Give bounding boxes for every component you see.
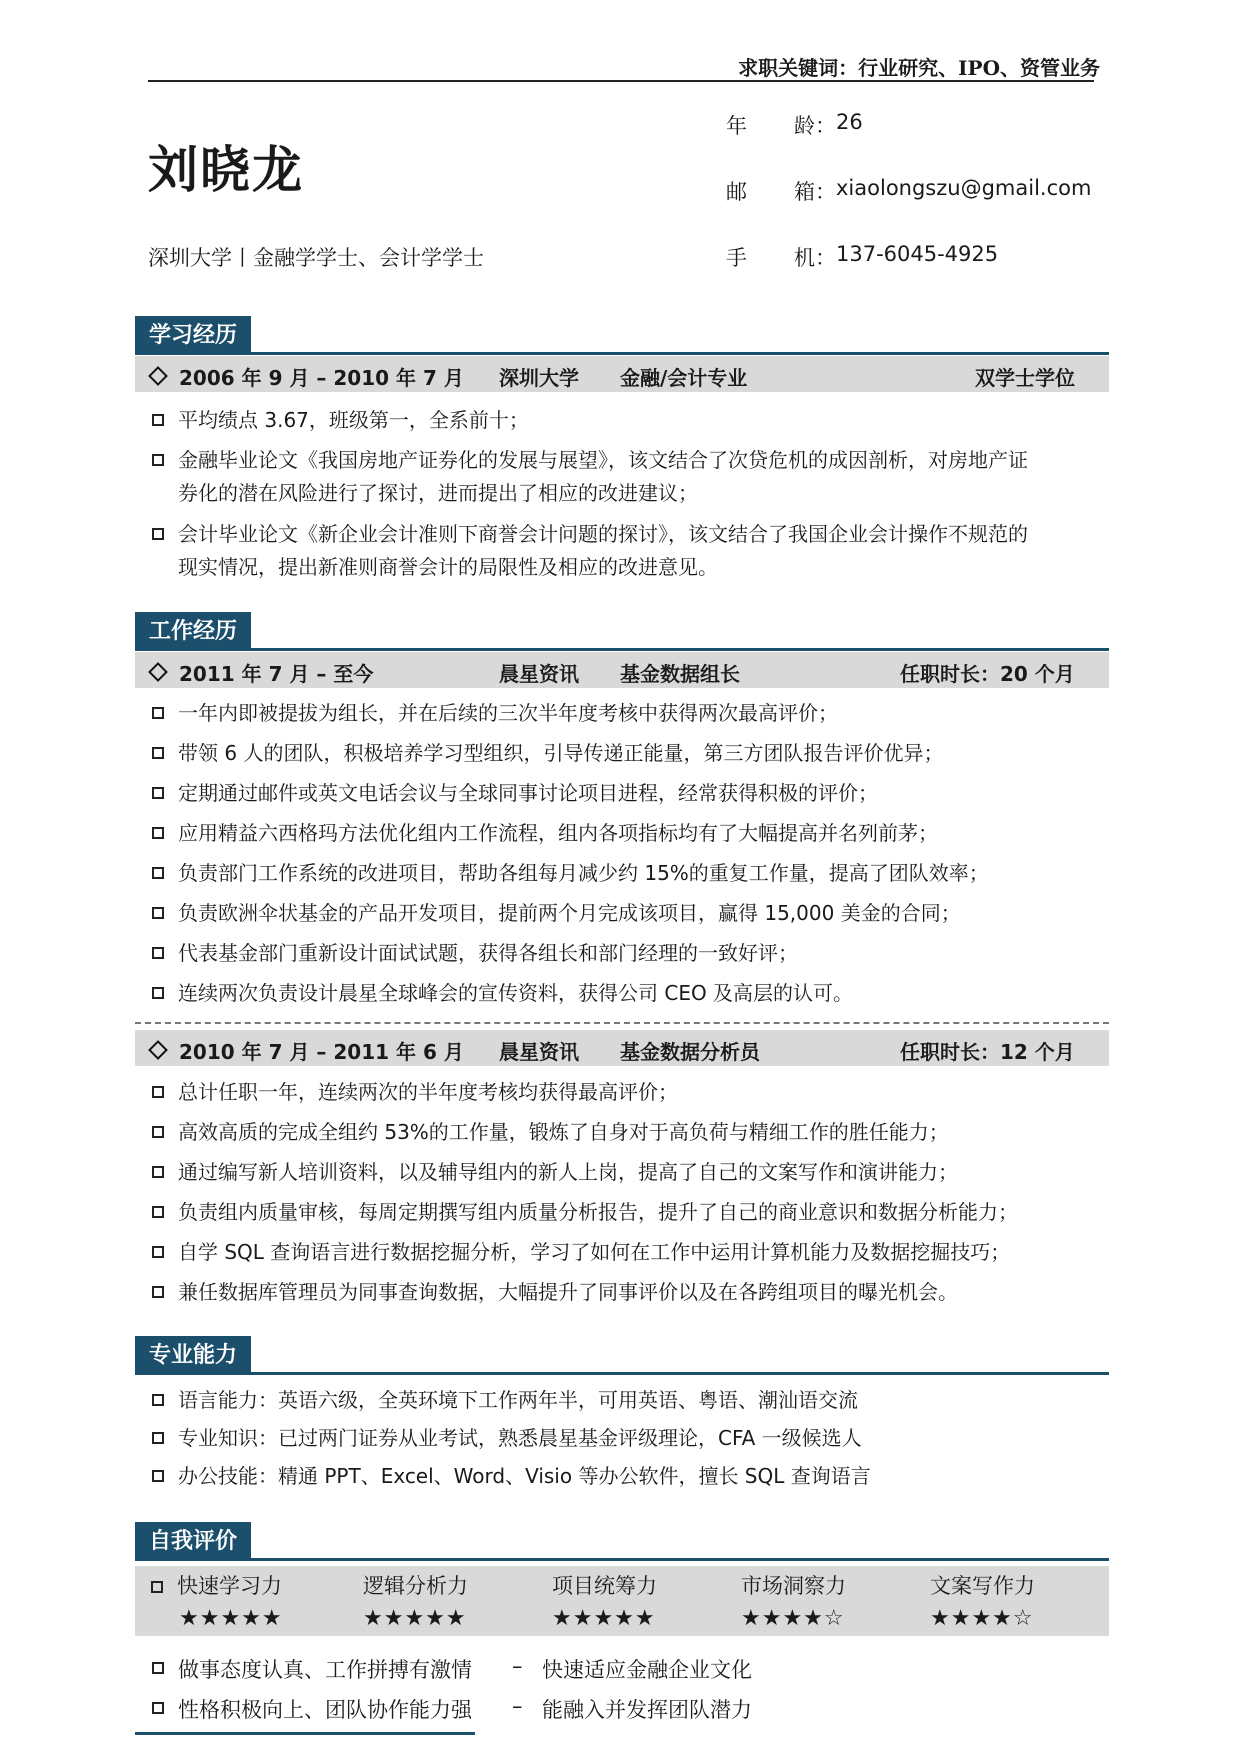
contact-label-a: 手 [726, 246, 747, 270]
section-education [135, 316, 1109, 355]
rating-grid [135, 1566, 1109, 1636]
header-rule [148, 80, 1094, 82]
rating-item: 逻辑分析力 ★★★★★ [363, 1574, 468, 1631]
checkbox-icon [152, 1286, 164, 1298]
checkbox-icon [152, 1394, 164, 1406]
contact-label-b: 龄： [794, 114, 836, 138]
contact-value: 137-6045-4925 [836, 242, 999, 266]
checkbox-icon [152, 1126, 164, 1138]
org: 晨星资讯 [499, 662, 579, 686]
tenure: 任职时长：12 个月 [900, 1040, 1075, 1064]
checkbox-icon [152, 947, 164, 959]
checkbox-icon [151, 1581, 163, 1593]
list-item: 代表基金部门重新设计面试试题，获得各组长和部门经理的一致好评； [152, 937, 1128, 970]
list-item: 金融毕业论文《我国房地产证券化的发展与展望》，该文结合了次贷危机的成因剖析，对房地产证 券化的潜在风险进行了探讨，进而提出了相应的改进建议； [152, 444, 1128, 510]
rating-item: 文案写作力 ★★★★☆ [930, 1574, 1035, 1631]
list-item: 一年内即被提拔为组长，并在后续的三次半年度考核中获得两次最高评价； [152, 697, 1128, 730]
list-item: 高效高质的完成全组约 53%的工作量，锻炼了自身对于高负荷与精细工作的胜任能力； [152, 1116, 1128, 1149]
list-item: 定期通过邮件或英文电话会议与全球同事讨论项目进程，经常获得积极的评价； [152, 777, 1128, 810]
list-item: 负责部门工作系统的改进项目，帮助各组每月减少约 15%的重复工作量，提高了团队效率； [152, 857, 1128, 890]
period: 2006 年 9 月 – 2010 年 7 月 [179, 366, 464, 390]
contact-value: 26 [836, 110, 863, 134]
section-title: 专业能力 [135, 1336, 251, 1372]
period: 2011 年 7 月 – 至今 [179, 662, 374, 686]
checkbox-icon [152, 1702, 164, 1714]
trait-right: 能融入并发挥团队潜力 [542, 1698, 752, 1722]
section-title: 工作经历 [135, 612, 251, 648]
footer-rule [135, 1732, 475, 1735]
list-item: 会计毕业论文《新企业会计准则下商誉会计问题的探讨》，该文结合了我国企业会计操作不规范的 现实情况，提出新准则商誉会计的局限性及相应的改进意见。 [152, 518, 1128, 584]
checkbox-icon [152, 1246, 164, 1258]
contact-age [726, 110, 863, 140]
checkbox-icon [152, 747, 164, 759]
degree: 双学士学位 [975, 366, 1075, 390]
checkbox-icon [152, 1432, 164, 1444]
star-rating: ★★★★☆ [741, 1606, 845, 1631]
checkbox-icon [152, 987, 164, 999]
section-rule [135, 1372, 1109, 1375]
contact-label-b: 机： [794, 246, 836, 270]
role: 金融/会计专业 [620, 366, 748, 390]
checkbox-icon [152, 707, 164, 719]
checkbox-icon [152, 528, 164, 540]
section-self-eval [135, 1522, 1109, 1561]
education-bar [135, 356, 1109, 392]
checkbox-icon [152, 787, 164, 799]
star-rating: ★★★★★ [552, 1606, 656, 1631]
period: 2010 年 7 月 – 2011 年 6 月 [179, 1040, 464, 1064]
checkbox-icon [152, 414, 164, 426]
list-item: 平均绩点 3.67，班级第一，全系前十； [152, 404, 1128, 437]
role: 基金数据组长 [620, 662, 740, 686]
job-bar [135, 1030, 1109, 1066]
list-item: 负责组内质量审核，每周定期撰写组内质量分析报告，提升了自己的商业意识和数据分析能力； [152, 1196, 1128, 1229]
star-rating: ★★★★★ [363, 1606, 467, 1631]
trait-row [152, 1694, 752, 1724]
trait-row [152, 1654, 752, 1684]
checkbox-icon [152, 1086, 164, 1098]
trait-left: 做事态度认真、工作拼搏有激情 [178, 1658, 472, 1682]
checkbox-icon [152, 1662, 164, 1674]
list-item: 连续两次负责设计晨星全球峰会的宣传资料，获得公司 CEO 及高层的认可。 [152, 977, 1128, 1010]
section-rule [135, 1558, 1109, 1561]
candidate-name: 刘晓龙 [148, 140, 304, 199]
contact-label-a: 年 [726, 114, 747, 138]
trait-right: 快速适应金融企业文化 [542, 1658, 752, 1682]
list-item: 兼任数据库管理员为同事查询数据，大幅提升了同事评价以及在各跨组项目的曝光机会。 [152, 1276, 1128, 1309]
checkbox-icon [152, 454, 164, 466]
contact-label-a: 邮 [726, 180, 747, 204]
checkbox-icon [152, 867, 164, 879]
checkbox-icon [152, 1470, 164, 1482]
trait-dash: – [512, 1654, 523, 1678]
org: 深圳大学 [499, 366, 579, 390]
org: 晨星资讯 [499, 1040, 579, 1064]
tenure: 任职时长：20 个月 [900, 662, 1075, 686]
checkbox-icon [152, 1166, 164, 1178]
diamond-icon [148, 1040, 168, 1060]
section-skills [135, 1336, 1109, 1375]
checkbox-icon [152, 1206, 164, 1218]
star-rating: ★★★★☆ [930, 1606, 1034, 1631]
star-rating: ★★★★★ [179, 1606, 283, 1631]
checkbox-icon [152, 907, 164, 919]
school-degree: 深圳大学丨金融学学士、会计学学士 [148, 246, 484, 270]
list-item: 负责欧洲伞状基金的产品开发项目，提前两个月完成该项目，赢得 15,000 美金的合同； [152, 897, 1128, 930]
contact-phone [726, 242, 998, 272]
list-item: 专业知识：已过两门证券从业考试，熟悉晨星基金评级理论，CFA 一级候选人 [152, 1422, 1128, 1455]
list-item: 办公技能：精通 PPT、Excel、Word、Visio 等办公软件，擅长 SQL 查询语言 [152, 1460, 1128, 1493]
list-item: 应用精益六西格玛方法优化组内工作流程，组内各项指标均有了大幅提高并名列前茅； [152, 817, 1128, 850]
diamond-icon [148, 366, 168, 386]
contact-label-b: 箱： [794, 180, 836, 204]
job-keywords: 求职关键词：行业研究、IPO、资管业务 [738, 56, 1100, 80]
rating-item: 快速学习力 ★★★★★ [151, 1570, 283, 1631]
contact-email [726, 176, 1091, 206]
section-work [135, 612, 1109, 651]
rating-item: 项目统筹力 ★★★★★ [552, 1574, 657, 1631]
dashed-divider [135, 1022, 1109, 1024]
list-item: 自学 SQL 查询语言进行数据挖掘分析，学习了如何在工作中运用计算机能力及数据挖掘技巧； [152, 1236, 1128, 1269]
checkbox-icon [152, 827, 164, 839]
trait-left: 性格积极向上、团队协作能力强 [178, 1698, 472, 1722]
contact-value[interactable]: xiaolongszu@gmail.com [836, 176, 1092, 200]
list-item: 语言能力：英语六级，全英环境下工作两年半，可用英语、粤语、潮汕语交流 [152, 1384, 1128, 1417]
section-title: 自我评价 [135, 1522, 251, 1558]
job-bar [135, 652, 1109, 688]
role: 基金数据分析员 [620, 1040, 760, 1064]
list-item: 通过编写新人培训资料，以及辅导组内的新人上岗，提高了自己的文案写作和演讲能力； [152, 1156, 1128, 1189]
list-item: 总计任职一年，连续两次的半年度考核均获得最高评价； [152, 1076, 1128, 1109]
diamond-icon [148, 662, 168, 682]
list-item: 带领 6 人的团队，积极培养学习型组织，引导传递正能量，第三方团队报告评价优异； [152, 737, 1128, 770]
section-rule [135, 352, 1109, 355]
trait-dash: – [512, 1694, 523, 1718]
rating-item: 市场洞察力 ★★★★☆ [741, 1574, 846, 1631]
section-title: 学习经历 [135, 316, 251, 352]
section-rule [135, 648, 1109, 651]
